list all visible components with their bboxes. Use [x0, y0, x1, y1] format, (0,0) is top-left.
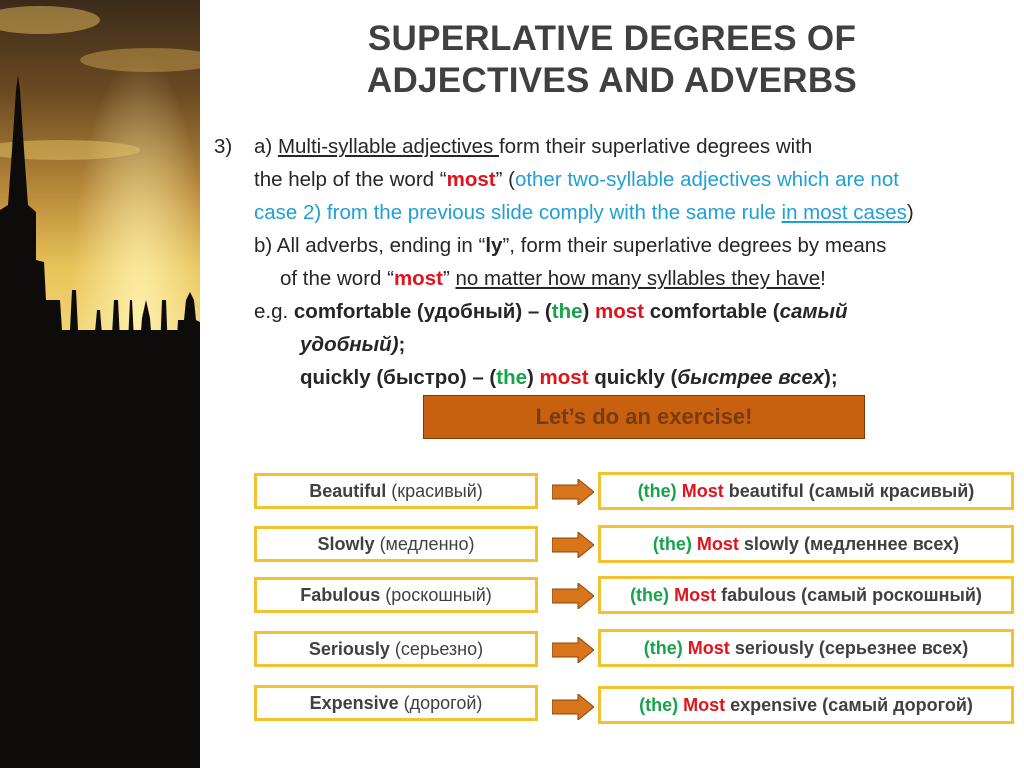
exercise-answer-seriously[interactable]: (the) Most seriously (серьезнее всех)	[598, 629, 1014, 667]
exercise-answer-beautiful[interactable]: (the) Most beautiful (самый красивый)	[598, 472, 1014, 510]
exercise-answer-expensive[interactable]: (the) Most expensive (самый дорогой)	[598, 686, 1014, 724]
exercise-word-fabulous[interactable]: Fabulous (роскошный)	[254, 577, 538, 613]
rule-a-line-3: case 2) from the previous slide comply with the same rule in most cases)	[254, 201, 914, 224]
title-line-1: SUPERLATIVE DEGREES OF	[367, 19, 857, 58]
exercise-word-seriously[interactable]: Seriously (серьезно)	[254, 631, 538, 667]
skyline-photo	[0, 0, 200, 768]
exercise-word-slowly[interactable]: Slowly (медленно)	[254, 526, 538, 562]
rule-b-line-2: of the word “most” no matter how many syllables they have!	[280, 267, 826, 290]
rule-number: 3)	[214, 135, 233, 158]
exercise-answer-slowly[interactable]: (the) Most slowly (медленнее всех)	[598, 525, 1014, 563]
rule-a-line-1: a) Multi-syllable adjectives form their superlative degrees with	[254, 135, 813, 158]
example-line-3: quickly (быстро) – (the) most quickly (быстрее всех);	[300, 366, 838, 389]
arrow-right-icon	[552, 583, 594, 609]
rule-b-line-1: b) All adverbs, ending in “ly”, form their superlative degrees by means	[254, 234, 887, 257]
arrow-right-icon	[552, 532, 594, 558]
exercise-word-beautiful[interactable]: Beautiful (красивый)	[254, 473, 538, 509]
title-line-2: ADJECTIVES AND ADVERBS	[366, 61, 858, 100]
exercise-answer-fabulous[interactable]: (the) Most fabulous (самый роскошный)	[598, 576, 1014, 614]
rule-a-line-2: the help of the word “most” (other two-syllable adjectives which are not	[254, 168, 899, 191]
arrow-right-icon	[552, 479, 594, 505]
exercise-word-expensive[interactable]: Expensive (дорогой)	[254, 685, 538, 721]
slide-title	[212, 18, 1012, 102]
arrow-right-icon	[552, 637, 594, 663]
example-line-1: e.g. comfortable (удобный) – (the) most comfortable (самый	[254, 300, 848, 323]
arrow-right-icon	[552, 694, 594, 720]
example-line-2: удобный);	[300, 333, 406, 356]
exercise-banner: Let’s do an exercise!	[423, 395, 865, 439]
